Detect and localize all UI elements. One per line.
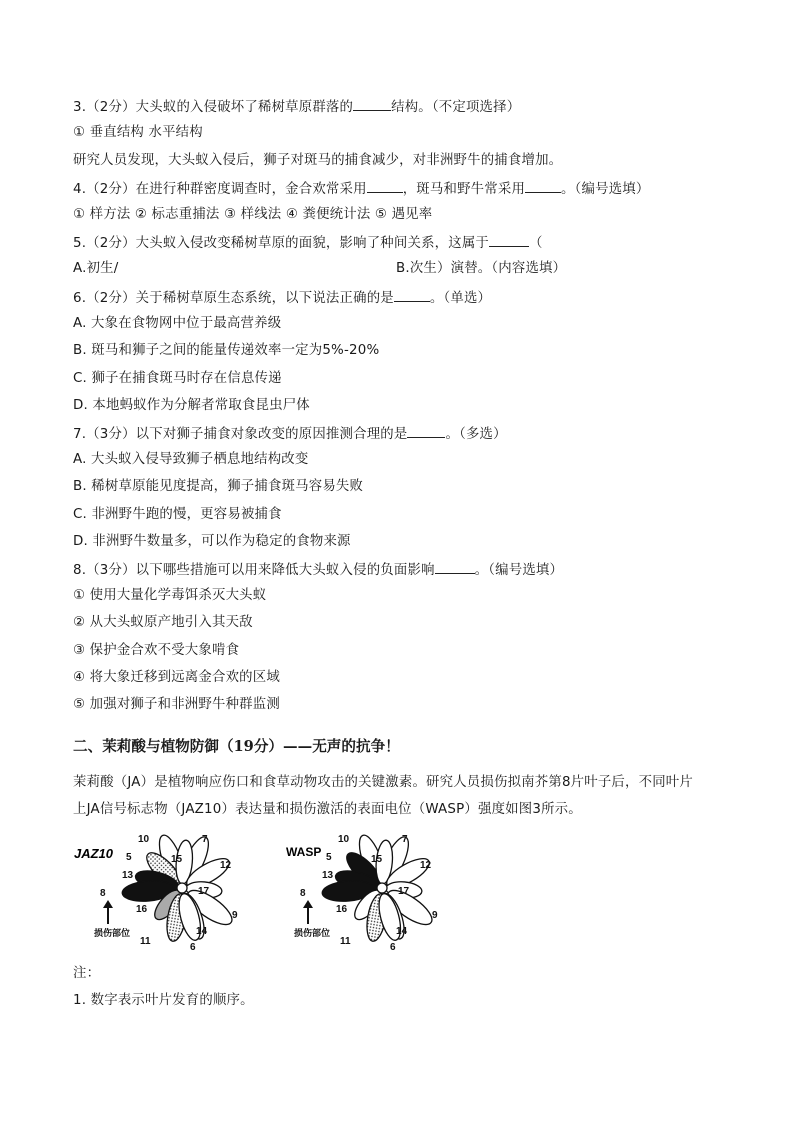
leaf-number-10: 10 bbox=[138, 834, 150, 845]
q5-option-a: A.初生/ bbox=[73, 261, 119, 276]
leaf-number-5: 5 bbox=[326, 852, 332, 863]
injury-site-label: 损伤部位 bbox=[94, 929, 131, 939]
q3-stem bbox=[73, 97, 520, 117]
q5-option-b: B.次生）演替。（内容选填） bbox=[396, 261, 567, 276]
q7-stem-text-a: 7.（3分）以下对狮子捕食对象改变的原因推测合理的是 bbox=[73, 427, 408, 442]
q6-answer-blank[interactable] bbox=[394, 288, 430, 302]
q4-options: ① 样方法 ② 标志重捕法 ③ 样线法 ④ 粪便统计法 ⑤ 遇见率 bbox=[73, 207, 433, 222]
q3-stem-text-b: 结构。（不定项选择） bbox=[391, 100, 521, 115]
leaf-number-13: 13 bbox=[322, 870, 334, 881]
q4-stem-text-c: 。（编号选填） bbox=[561, 182, 650, 197]
leaf-number-6: 6 bbox=[390, 942, 396, 953]
q7-option-b: B. 稀树草原能见度提高，狮子捕食斑马容易失败 bbox=[73, 479, 364, 494]
leaf-number-14: 14 bbox=[196, 926, 208, 937]
q3-stem-text-a: 3.（2分）大头蚁的入侵破坏了稀树草原群落的 bbox=[73, 100, 354, 115]
leaf-number-17: 17 bbox=[398, 886, 410, 897]
leaf-number-8: 8 bbox=[300, 888, 306, 899]
q5-stem-text-a: 5.（2分）大头蚁入侵改变稀树草原的面貌，影响了种间关系，这属于 bbox=[73, 236, 490, 251]
leaf-number-7: 7 bbox=[402, 834, 408, 845]
notes-title: 注： bbox=[73, 966, 101, 981]
q8-option-2: ② 从大头蚁原产地引入其天敌 bbox=[73, 615, 253, 630]
leaf-number-16: 16 bbox=[336, 904, 348, 915]
leaf-number-5: 5 bbox=[126, 852, 132, 863]
leaf-number-12: 12 bbox=[220, 860, 232, 871]
section-intro-line-1: 茉莉酸（JA）是植物响应伤口和食草动物攻击的关键激素。研究人员损伤拟南芥第8片叶子后，不同叶片 bbox=[73, 775, 693, 790]
q7-stem-text-b: 。（多选） bbox=[445, 427, 507, 442]
q8-option-1: ① 使用大量化学毒饵杀灭大头蚁 bbox=[73, 588, 267, 603]
leaf-number-9: 9 bbox=[232, 910, 238, 921]
q6-stem bbox=[73, 288, 491, 308]
leaf-number-14: 14 bbox=[396, 926, 408, 937]
injury-arrowhead-icon bbox=[103, 900, 113, 908]
wasp-label: WASP bbox=[286, 845, 322, 859]
injury-arrowhead-icon bbox=[303, 900, 313, 908]
leaf-number-9: 9 bbox=[432, 910, 438, 921]
q7-option-a: A. 大头蚁入侵导致狮子栖息地结构改变 bbox=[73, 452, 309, 467]
q7-answer-blank[interactable] bbox=[407, 424, 445, 438]
leaf-number-11: 11 bbox=[140, 936, 151, 947]
q8-stem-text-b: 。（编号选填） bbox=[474, 563, 564, 578]
q6-option-c: C. 狮子在捕食斑马时存在信息传递 bbox=[73, 371, 282, 386]
jaz10-rosette-figure bbox=[70, 826, 270, 956]
q8-option-3: ③ 保护金合欢不受大象啃食 bbox=[73, 643, 240, 658]
q6-option-a: A. 大象在食物网中位于最高营养级 bbox=[73, 316, 282, 331]
q5-answer-blank[interactable] bbox=[489, 233, 529, 247]
q8-answer-blank[interactable] bbox=[435, 560, 475, 574]
leaf-number-8: 8 bbox=[100, 888, 106, 899]
q7-option-c: C. 非洲野牛跑的慢，更容易被捕食 bbox=[73, 507, 282, 522]
leaf-number-10: 10 bbox=[338, 834, 350, 845]
leaf-number-15: 15 bbox=[371, 854, 383, 865]
q8-stem bbox=[73, 560, 563, 580]
q4-stem bbox=[73, 179, 649, 199]
q4-stem-text-a: 4.（2分）在进行种群密度调查时，金合欢常采用 bbox=[73, 182, 367, 197]
q5-stem-text-b: （ bbox=[529, 236, 543, 251]
injury-site-label: 损伤部位 bbox=[294, 929, 331, 939]
q8-stem-text-a: 8.（3分）以下哪些措施可以用来降低大头蚁入侵的负面影响 bbox=[73, 563, 435, 578]
q6-stem-text-b: 。（单选） bbox=[429, 291, 492, 306]
q6-stem-text-a: 6.（2分）关于稀树草原生态系统，以下说法正确的是 bbox=[73, 291, 394, 306]
wasp-rosette-figure bbox=[282, 826, 482, 956]
leaf-number-15: 15 bbox=[171, 854, 183, 865]
leaf-number-17: 17 bbox=[198, 886, 210, 897]
q4-stem-text-b: ，斑马和野牛常采用 bbox=[402, 182, 526, 197]
section-intro-line-2: 上JA信号标志物（JAZ10）表达量和损伤激活的表面电位（WASP）强度如图3所示。 bbox=[73, 802, 582, 817]
leaf-number-11: 11 bbox=[340, 936, 351, 947]
leaf-number-7: 7 bbox=[202, 834, 208, 845]
rosette-center bbox=[377, 883, 387, 893]
note-1: 1. 数字表示叶片发育的顺序。 bbox=[73, 993, 254, 1008]
q6-option-b: B. 斑马和狮子之间的能量传递效率一定为5%-20% bbox=[73, 343, 380, 358]
rosette-center bbox=[177, 883, 187, 893]
section-heading: 二、茉莉酸与植物防御（19分）——无声的抗争！ bbox=[73, 738, 400, 755]
q3-options: ① 垂直结构 水平结构 bbox=[73, 125, 203, 140]
context-note: 研究人员发现，大头蚁入侵后，狮子对斑马的捕食减少，对非洲野牛的捕食增加。 bbox=[73, 153, 563, 168]
q6-option-d: D. 本地蚂蚁作为分解者常取食昆虫尸体 bbox=[73, 398, 310, 413]
leaf-number-13: 13 bbox=[122, 870, 134, 881]
q3-answer-blank[interactable] bbox=[353, 97, 391, 111]
q8-option-4: ④ 将大象迁移到远离金合欢的区域 bbox=[73, 670, 280, 685]
q5-stem bbox=[73, 233, 543, 253]
q4-answer-blank-1[interactable] bbox=[367, 179, 403, 193]
leaf-number-16: 16 bbox=[136, 904, 148, 915]
q7-stem bbox=[73, 424, 507, 444]
q7-option-d: D. 非洲野牛数量多，可以作为稳定的食物来源 bbox=[73, 534, 351, 549]
leaf-number-12: 12 bbox=[420, 860, 432, 871]
jaz10-label: JAZ10 bbox=[74, 846, 114, 861]
q8-option-5: ⑤ 加强对狮子和非洲野牛种群监测 bbox=[73, 697, 280, 712]
leaf-number-6: 6 bbox=[190, 942, 196, 953]
q4-answer-blank-2[interactable] bbox=[525, 179, 561, 193]
